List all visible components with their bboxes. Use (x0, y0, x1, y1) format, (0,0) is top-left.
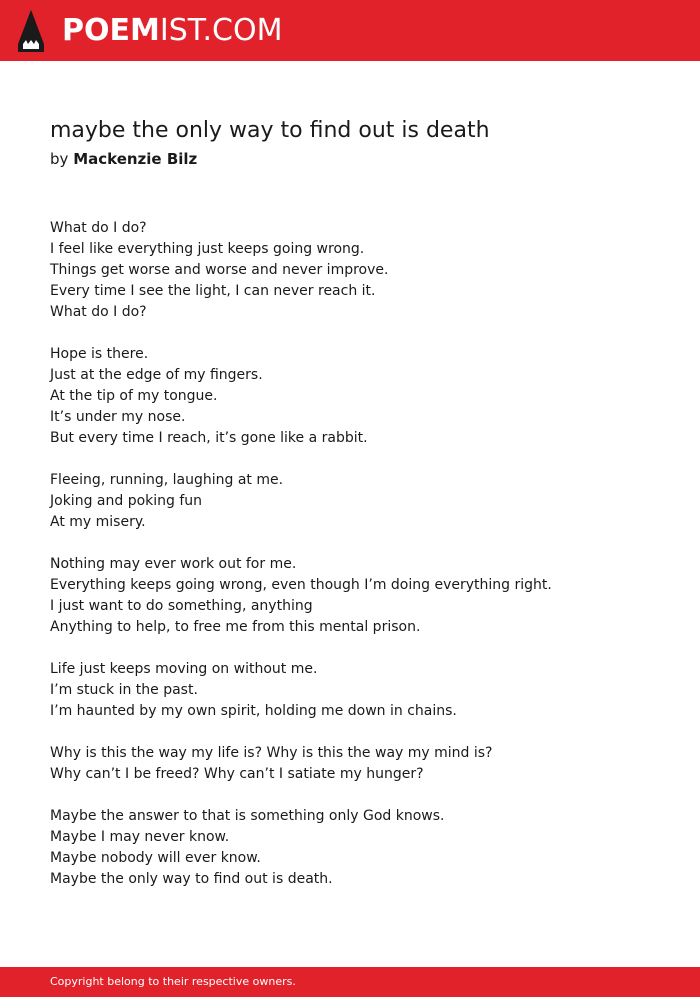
poem-line: Maybe the answer to that is something only God knows. (50, 808, 445, 824)
poem-line: What do I do? (50, 220, 147, 236)
poem-line: Why is this the way my life is? Why is this the way my mind is? (50, 745, 493, 761)
poem-line: At the tip of my tongue. (50, 388, 218, 404)
poem-line: Every time I see the light, I can never reach it. (50, 283, 376, 299)
author-name: Mackenzie Bilz (73, 150, 198, 168)
site-footer (0, 967, 700, 997)
poem-line: What do I do? (50, 304, 147, 320)
poem-stanza (50, 470, 670, 533)
poem-body (50, 218, 670, 911)
poem-line: Joking and poking fun (50, 493, 203, 509)
poem-line: I feel like everything just keeps going wrong. (50, 241, 365, 257)
site-header (0, 0, 700, 61)
poem-stanza (50, 743, 670, 785)
poem-line: Why can’t I be freed? Why can’t I satiate my hunger? (50, 766, 424, 782)
poem-line: Hope is there. (50, 346, 149, 362)
poem-line: I just want to do something, anything (50, 598, 313, 614)
site-logo[interactable] (62, 13, 282, 49)
poem-stanza (50, 659, 670, 722)
byline (50, 148, 197, 170)
poem-stanza (50, 344, 670, 449)
poem-stanza (50, 806, 670, 890)
poem-line: Things get worse and worse and never improve. (50, 262, 389, 278)
poem-line: I’m stuck in the past. (50, 682, 198, 698)
poem-stanza (50, 218, 670, 323)
poem-line: Anything to help, to free me from this mental prison. (50, 619, 421, 635)
poem-line: Just at the edge of my fingers. (50, 367, 263, 383)
logo-bold-text: POEM (62, 13, 160, 48)
pencil-tip-icon (18, 10, 44, 52)
poem-line: Everything keeps going wrong, even though I’m doing everything right. (50, 577, 552, 593)
poem-line: Nothing may ever work out for me. (50, 556, 297, 572)
poem-stanza (50, 554, 670, 638)
poem-line: Maybe the only way to find out is death. (50, 871, 333, 887)
poem-line: It’s under my nose. (50, 409, 186, 425)
copyright-text: Copyright belong to their respective owners. (50, 975, 296, 988)
poem-line: At my misery. (50, 514, 146, 530)
poem-line: I’m haunted by my own spirit, holding me down in chains. (50, 703, 457, 719)
poem-line: Maybe I may never know. (50, 829, 230, 845)
poem-line: Maybe nobody will ever know. (50, 850, 261, 866)
poem-line: But every time I reach, it’s gone like a rabbit. (50, 430, 368, 446)
poem-title: maybe the only way to find out is death (50, 118, 490, 143)
poem-line: Life just keeps moving on without me. (50, 661, 318, 677)
poem-line: Fleeing, running, laughing at me. (50, 472, 284, 488)
byline-label: by (50, 150, 69, 168)
logo-light-text: IST.COM (159, 13, 283, 48)
